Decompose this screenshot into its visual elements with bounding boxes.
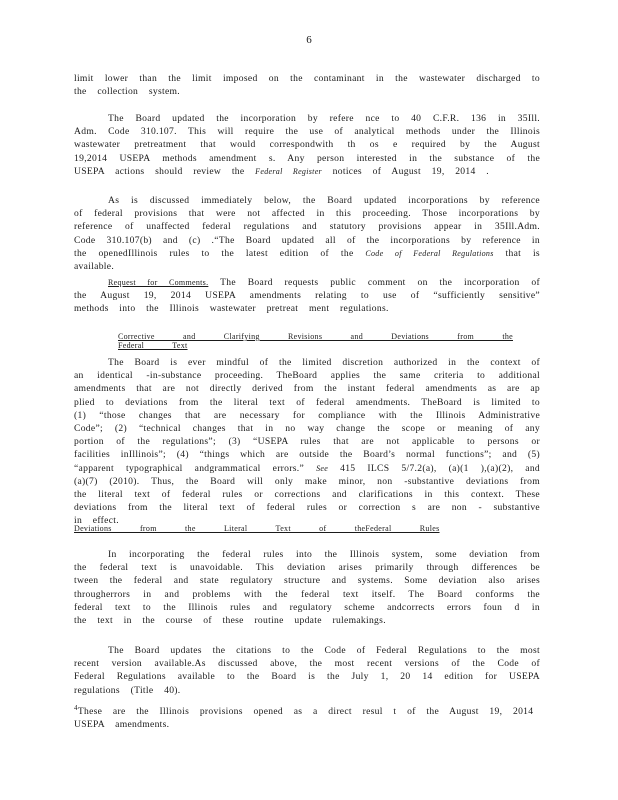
paragraph-text: As is discussed immediately below, the Board updated incorporations by reference of federal provisions that were not affected in this proceeding. Those incorporations by reference of unaffected federal regulations and statutory provisions appear in 35Ill.Adm. Code 310.107(b) and (c) .“The Board updated all of the incorporations by reference in the openedIllinois rules to the latest edition of the — [74, 195, 540, 259]
paragraph-tail: 415 ILCS 5/7.2(a), (a)(1 ),(a)(2), and (a)(7) (2010). Thus, the Board will only make minor, non -substantive deviations from the literal text of federal rules or corrections and clarifications in this context. These deviations from the literal text of federal rules or correction s are non - substantive in effect. — [74, 462, 541, 527]
paragraph-tail: that is available. — [74, 247, 540, 273]
footnote-text: These are the Illinois provisions opened as a direct resul t of the August 19, 2014 USEPA amendments. — [74, 706, 534, 731]
paragraph-text: The Board updated the incorporation by refere nce to 40 C.F.R. 136 in 35Ill. Adm. Code 310.107. This will require the use of analytical methods under the Illinois wastewater pretreatment that would correspondwith th os e required by the August 19,2014 USEPA methods amendment s. Any person interested in the substance of the USEPA actions should review the — [74, 113, 540, 177]
paragraph-text: The Board requests public comment on the incorporation of the August 19, 2014 USEPA amendments relating to use of “sufficiently sensitive” methods into the Illinois wastewater pretreat ment regulations. — [74, 277, 540, 315]
paragraph-unaffected-provisions — [74, 194, 540, 273]
section-heading-deviations: Deviations from the Literal Text of theFederal Rules — [74, 524, 440, 533]
italic-term: Code of Federal Regulations — [365, 248, 494, 258]
footnote-mark: 4 — [74, 704, 78, 712]
section-heading-corrective: Corrective and Clarifying Revisions and Deviations from the Federal Text — [118, 332, 513, 350]
paragraph-incorporation-update — [74, 112, 540, 178]
paragraph-request-for-comments — [74, 276, 540, 316]
footnote — [74, 702, 540, 731]
paragraph-deviation-unavoidable: In incorporating the federal rules into the Illinois system, some deviation from the federal text is unavoidable. This deviation arises primarily through differences be tween the federal and state regulatory structure and systems. Some deviation also arises througherrors in and problems with the federal text itself. The Board conforms the federal text to the Illinois rules and regulatory scheme andcorrects errors foun d in the text in the course of these routine update rulemakings. — [74, 549, 540, 627]
page-number: 6 — [306, 34, 312, 46]
paragraph-continuation: limit lower than the limit imposed on the contaminant in the wastewater discharged to the collection system. — [74, 73, 540, 98]
paragraph-tail: notices of August 19, 2014 . — [332, 165, 489, 177]
paragraph-limited-discretion — [74, 356, 540, 528]
paragraph-text: The Board is ever mindful of the limited discretion authorized in the context of an identical -in-substance proceeding. TheBoard applies the same criteria to additional amendments that are not directly derived from the instant federal amendments as are ap plied to deviations from the literal text of federal amendments. TheBoard is limited to (1) “those changes that are necessary for compliance with the Illinois Administrative Code”; (2) “technical changes that in no way change the scope or meaning of any portion of the regulations”; (3) “USEPA rules that are not applicable to persons or facilities inIllinois”; (4) “things which are outside the Board’s normal functions”; and (5) “apparent typographical andgrammatical errors.” — [74, 357, 540, 474]
italic-term: Federal Register — [255, 166, 322, 176]
italic-term: See — [316, 463, 329, 473]
paragraph-citation-updates: The Board updates the citations to the Code of Federal Regulations to the most recent version available.As discussed above, the most recent versions of the Code of Federal Regulations available to the Board is the July 1, 20 14 edition for USEPA regulations (Title 40). — [74, 645, 540, 696]
inline-heading: Request for Comments. — [108, 278, 209, 287]
